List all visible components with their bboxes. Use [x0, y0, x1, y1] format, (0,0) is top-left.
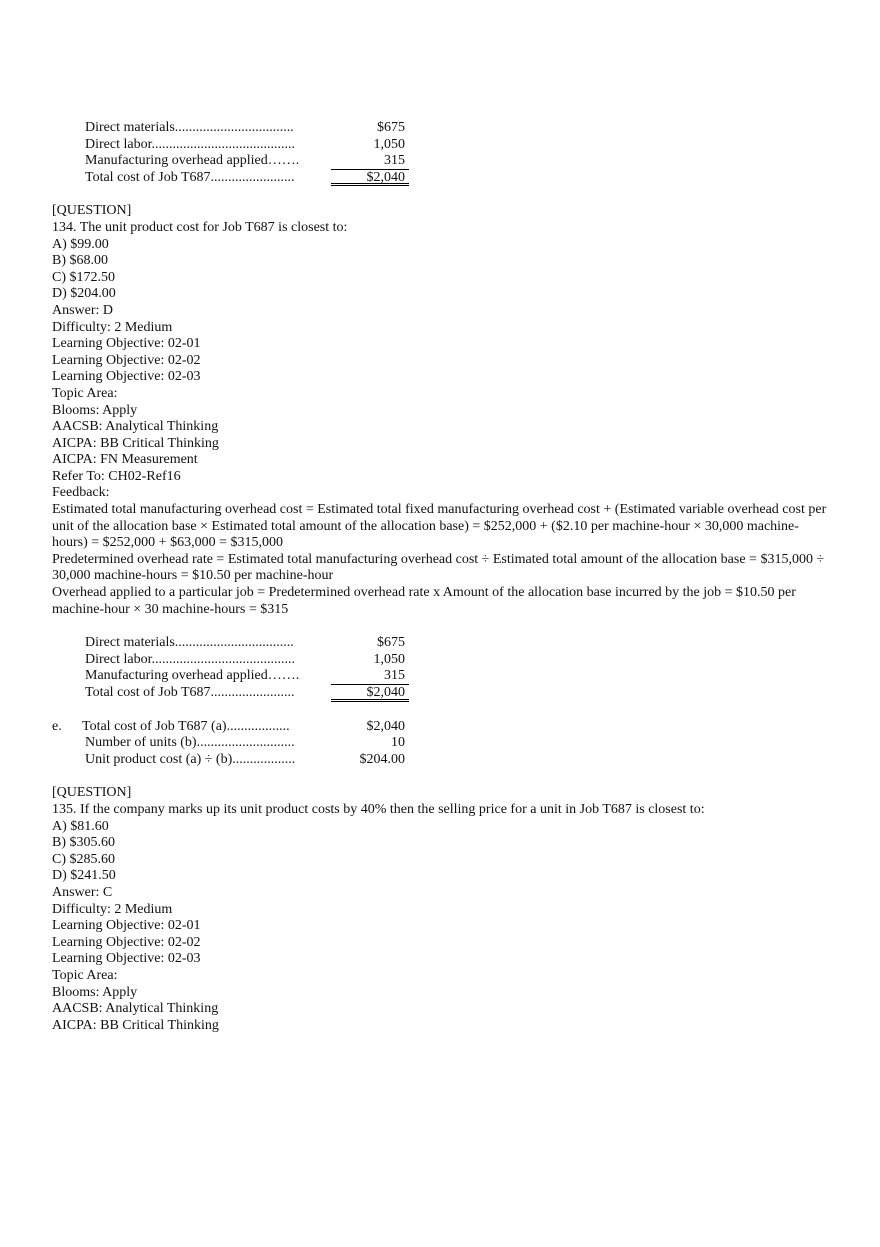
cost-amount: $675	[377, 635, 405, 651]
feedback-paragraph: Estimated total manufacturing overhead cost = Estimated total fixed manufacturing overhead cost + (Estimated variable overhead cost per unit of the allocation base × Estimated total amount of the allocation base) = $252,000 + ($2.10 per machine-hour × 30,000 machine-hours) = $252,000 + $63,000 = $315,000	[52, 502, 827, 551]
cost-row	[85, 120, 832, 137]
question-135	[52, 785, 832, 1034]
cost-row	[85, 635, 832, 652]
calc-letter: e.	[52, 718, 62, 734]
answer: Answer: D	[52, 302, 114, 318]
option-b: B) $305.60	[52, 835, 115, 851]
calc-row	[52, 719, 832, 736]
cost-amount: 315	[331, 153, 409, 170]
calc-amount: $2,040	[366, 718, 405, 734]
cost-amount: $2,040	[331, 685, 409, 702]
calc-amount: 10	[391, 735, 405, 751]
option-d: D) $204.00	[52, 286, 116, 302]
learning-objective: Learning Objective: 02-01	[52, 918, 201, 934]
cost-label: Total cost of Job T687........................	[85, 685, 295, 700]
topic-area: Topic Area:	[52, 385, 118, 401]
aicpa: AICPA: BB Critical Thinking	[52, 1017, 219, 1033]
cost-total-row	[85, 170, 832, 187]
learning-objective: Learning Objective: 02-02	[52, 934, 201, 950]
calc-row	[52, 735, 832, 752]
difficulty: Difficulty: 2 Medium	[52, 901, 173, 917]
option-c: C) $285.60	[52, 851, 115, 867]
cost-row	[85, 668, 832, 685]
calc-label: Number of units (b)............................	[85, 735, 295, 751]
refer-to: Refer To: CH02-Ref16	[52, 468, 181, 484]
unit-cost-calculation	[52, 719, 832, 769]
feedback-paragraph: Overhead applied to a particular job = Predetermined overhead rate x Amount of the allocation base incurred by the job = $10.50 per machine-hour × 30 machine-hours = $315	[52, 585, 796, 617]
document-page	[52, 120, 832, 1034]
option-c: C) $172.50	[52, 269, 115, 285]
cost-amount: 1,050	[373, 651, 405, 667]
feedback-label: Feedback:	[52, 485, 110, 501]
cost-label: Total cost of Job T687........................	[85, 169, 295, 185]
feedback-cost-table	[85, 635, 832, 701]
cost-amount: $675	[377, 120, 405, 135]
cost-row	[85, 153, 832, 170]
feedback-paragraph: Predetermined overhead rate = Estimated total manufacturing overhead cost ÷ Estimated total amount of the allocation base = $315,000 ÷ 30,000 machine-hours = $10.50 per machine-hour	[52, 551, 825, 584]
learning-objective: Learning Objective: 02-03	[52, 951, 201, 967]
aacsb: AACSB: Analytical Thinking	[52, 419, 219, 435]
question-stem: 135. If the company marks up its unit product costs by 40% then the selling price for a unit in Job T687 is closest to:	[52, 801, 705, 817]
question-stem: 134. The unit product cost for Job T687 is closest to:	[52, 219, 348, 235]
calc-amount: $204.00	[359, 751, 405, 767]
cost-total-row	[85, 685, 832, 702]
difficulty: Difficulty: 2 Medium	[52, 319, 173, 335]
cost-label: Direct materials..................................	[85, 635, 294, 651]
cost-label: Direct materials..................................	[85, 120, 294, 135]
topic-area: Topic Area:	[52, 967, 118, 983]
blooms: Blooms: Apply	[52, 984, 138, 1000]
cost-label: Manufacturing overhead applied…….	[85, 668, 300, 684]
cost-label: Direct labor.........................................	[85, 651, 295, 667]
blooms: Blooms: Apply	[52, 402, 138, 418]
question-134	[52, 203, 832, 768]
learning-objective: Learning Objective: 02-01	[52, 336, 201, 352]
cost-amount: 315	[331, 668, 409, 685]
cost-row	[85, 652, 832, 669]
question-tag: [QUESTION]	[52, 785, 132, 801]
calc-row	[52, 752, 832, 769]
answer: Answer: C	[52, 884, 113, 900]
question-tag: [QUESTION]	[52, 203, 132, 219]
cost-label: Manufacturing overhead applied…….	[85, 153, 300, 169]
aacsb: AACSB: Analytical Thinking	[52, 1001, 219, 1017]
learning-objective: Learning Objective: 02-03	[52, 369, 201, 385]
learning-objective: Learning Objective: 02-02	[52, 352, 201, 368]
cost-label: Direct labor.........................................	[85, 136, 295, 152]
option-a: A) $81.60	[52, 818, 109, 834]
calc-label: Total cost of Job T687 (a)..................	[82, 718, 290, 734]
option-b: B) $68.00	[52, 253, 108, 269]
calc-label: Unit product cost (a) ÷ (b)..................	[85, 751, 296, 767]
top-cost-table	[85, 120, 832, 186]
option-d: D) $241.50	[52, 868, 116, 884]
cost-amount: $2,040	[331, 170, 409, 187]
cost-amount: 1,050	[373, 136, 405, 152]
option-a: A) $99.00	[52, 236, 109, 252]
aicpa: AICPA: BB Critical Thinking	[52, 435, 219, 451]
cost-row	[85, 137, 832, 154]
aicpa: AICPA: FN Measurement	[52, 452, 198, 468]
